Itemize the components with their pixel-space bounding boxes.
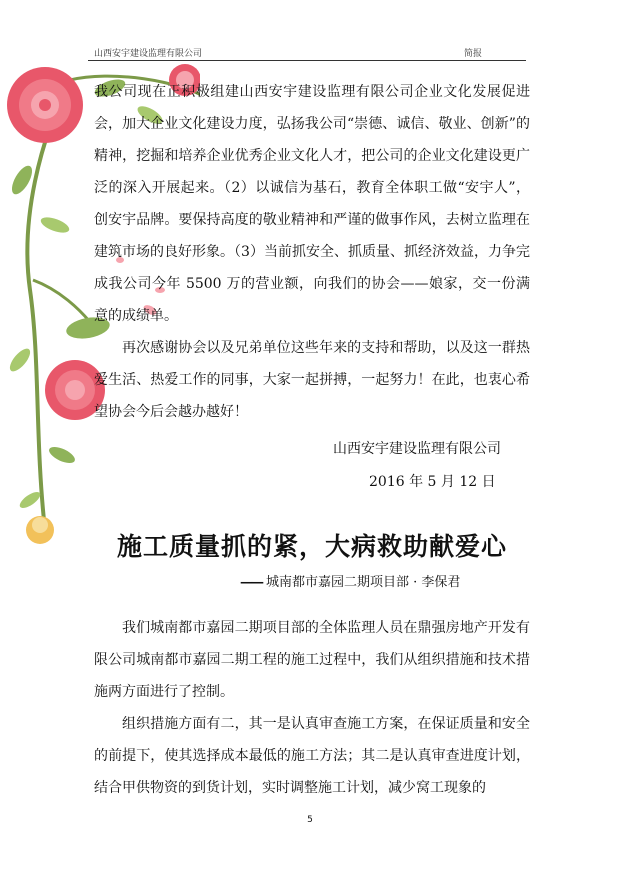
article-byline [240, 571, 460, 590]
letter-date: 2016 年 5 月 12 日 [369, 474, 496, 490]
page-header [88, 44, 526, 61]
article-paragraph: 我们城南都市嘉园二期项目部的全体监理人员在鼎强房地产开发有限公司城南都市嘉园二期工程的施工过程中，我们从组织措施和技术措施两方面进行了控制。 [94, 620, 530, 700]
byline-author: 城南都市嘉园二期项目部 · 李保君 [266, 575, 461, 590]
leaf [17, 489, 42, 511]
letter-paragraph: 我公司现在正积极组建山西安宇建设监理有限公司企业文化发展促进会，加大企业文化建设力度，弘扬我公司“崇德、诚信、敬业、创新”的精神，挖掘和培养企业优秀企业文化人才，把公司的企业文化建设更广泛的深入开展起来。（2）以诚信为基石，教育全体职工做“安宇人”，创安宇品牌。要保持高度的敬业精神和严谨的做事作风，去树立监理在建筑市场的良好形象。（3）当前抓安全、抓质量、抓经济效益，力争完成我公司今年 5500 万的营业额，向我们的协会——娘家，交一份满意的成绩单。 [94, 84, 530, 324]
leaf [39, 214, 71, 236]
article-body [94, 612, 530, 804]
letter-signature: 山西安宇建设监理有限公司 [333, 441, 501, 457]
rose-bud [32, 517, 48, 533]
rose-flower [7, 67, 83, 143]
letter-paragraph: 再次感谢协会以及兄弟单位这些年来的支持和帮助，以及这一群热爱生活、热爱工作的同事，大家一起拼搏，一起努力！在此，也衷心希望协会今后会越办越好！ [94, 340, 530, 420]
vine-stem [27, 80, 70, 530]
leaf [6, 345, 33, 374]
letter-body [94, 76, 530, 428]
header-company: 山西安宇建设监理有限公司 [94, 49, 203, 59]
article-title: 施工质量抓的紧，大病救助献爱心 [116, 532, 507, 561]
byline-dash: —— [240, 575, 262, 590]
header-section: 简报 [464, 49, 483, 59]
page-number: 5 [307, 815, 313, 825]
article-paragraph: 组织措施方面有二，其一是认真审查施工方案，在保证质量和安全的前提下，使其选择成本最低的施工方法；其二是认真审查进度计划，结合甲供物资的到货计划，实时调整施工计划，减少窝工现象的 [94, 716, 530, 796]
vine-branch [33, 280, 90, 322]
leaf [47, 444, 77, 467]
